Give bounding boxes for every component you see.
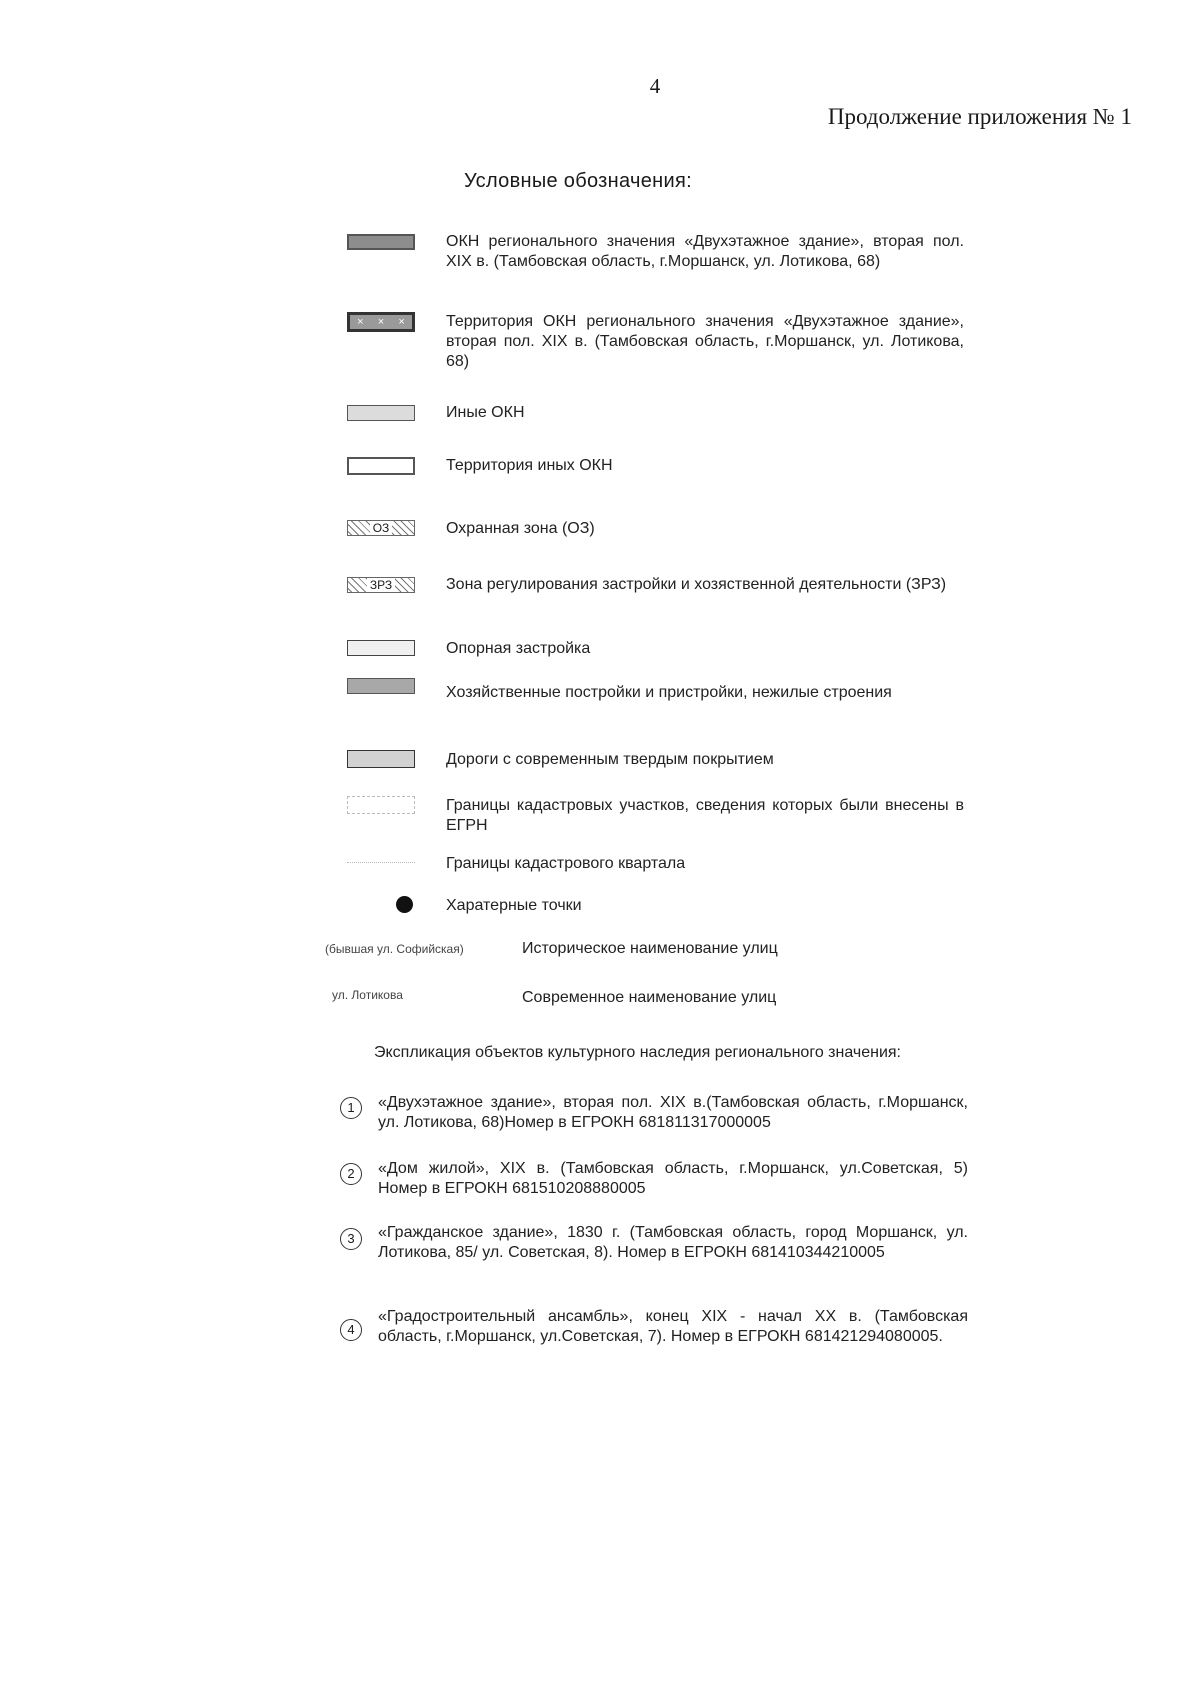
legend-text: ОКН регионального значения «Двухэтажное здание», вторая пол. XIX в. (Тамбовская область, г.Моршанск, ул. Лотикова, 68) — [446, 233, 964, 270]
okn-territory-symbol: × × × — [347, 312, 415, 332]
legend-text: Опорная застройка — [446, 640, 591, 657]
street-label-historic: (бывшая ул. Софийская) — [325, 942, 464, 956]
number-circle-icon: 4 — [340, 1319, 362, 1341]
regulation-zone-symbol: ЗРЗ — [347, 577, 415, 593]
street-desc: Современное наименование улиц — [522, 989, 777, 1006]
street-desc: Историческое наименование улиц — [522, 940, 778, 957]
number-circle-icon: 1 — [340, 1097, 362, 1119]
legend-text: Территория ОКН регионального значения «Двухэтажное здание», вторая пол. XIX в. (Тамбовская область, г.Моршанск, ул. Лотикова, 68) — [446, 313, 964, 370]
number-circle-icon: 2 — [340, 1163, 362, 1185]
other-okn-territory-symbol — [347, 457, 415, 475]
legend-text: Территория иных ОКН — [446, 457, 613, 474]
legend-text: Границы кадастровых участков, сведения которых были внесены в ЕГРН — [446, 797, 964, 834]
protection-zone-symbol: ОЗ — [347, 520, 415, 536]
explication-text: «Гражданское здание», 1830 г. (Тамбовская область, город Моршанск, ул. Лотикова, 85/ ул. Советская, 8). Номер в ЕГРОКН 681410344210005 — [378, 1224, 968, 1261]
legend-text: Охранная зона (ОЗ) — [446, 520, 595, 537]
okn-main-symbol — [347, 234, 415, 250]
legend-text: Границы кадастрового квартала — [446, 855, 686, 872]
cadastral-quarter-symbol — [347, 862, 415, 864]
legend-text: Хозяйственные постройки и пристройки, нежилые строения — [446, 684, 892, 701]
explication-title: Экспликация объектов культурного наследия регионального значения: — [374, 1044, 901, 1061]
legend-text: Харатерные точки — [446, 897, 582, 914]
basic-buildings-symbol — [347, 640, 415, 656]
street-label-modern: ул. Лотикова — [332, 988, 403, 1002]
continuation-heading: Продолжение приложения № 1 — [827, 104, 1132, 129]
point-marker-icon — [396, 896, 413, 913]
page-number: 4 — [649, 74, 661, 98]
legend-text: Иные ОКН — [446, 404, 525, 421]
other-okn-symbol — [347, 405, 415, 421]
roads-symbol — [347, 750, 415, 768]
number-circle-icon: 3 — [340, 1228, 362, 1250]
legend-title: Условные обозначения: — [464, 170, 692, 192]
outbuildings-symbol — [347, 678, 415, 694]
explication-text: «Градостроительный ансамбль», конец XIX - начал XX в. (Тамбовская область, г.Моршанск, ул.Советская, 7). Номер в ЕГРОКН 681421294080005. — [378, 1308, 968, 1345]
legend-text: Зона регулирования застройки и хозяственной деятельности (ЗРЗ) — [446, 576, 947, 593]
explication-text: «Дом жилой», XIX в. (Тамбовская область, г.Моршанск, ул.Советская, 5) Номер в ЕГРОКН 681510208880005 — [378, 1160, 968, 1197]
explication-text: «Двухэтажное здание», вторая пол. XIX в.(Тамбовская область, г.Моршанск, ул. Лотикова, 68)Номер в ЕГРОКН 681811317000005 — [378, 1094, 968, 1131]
cadastral-parcels-symbol — [347, 796, 415, 814]
legend-text: Дороги с современным твердым покрытием — [446, 751, 774, 768]
